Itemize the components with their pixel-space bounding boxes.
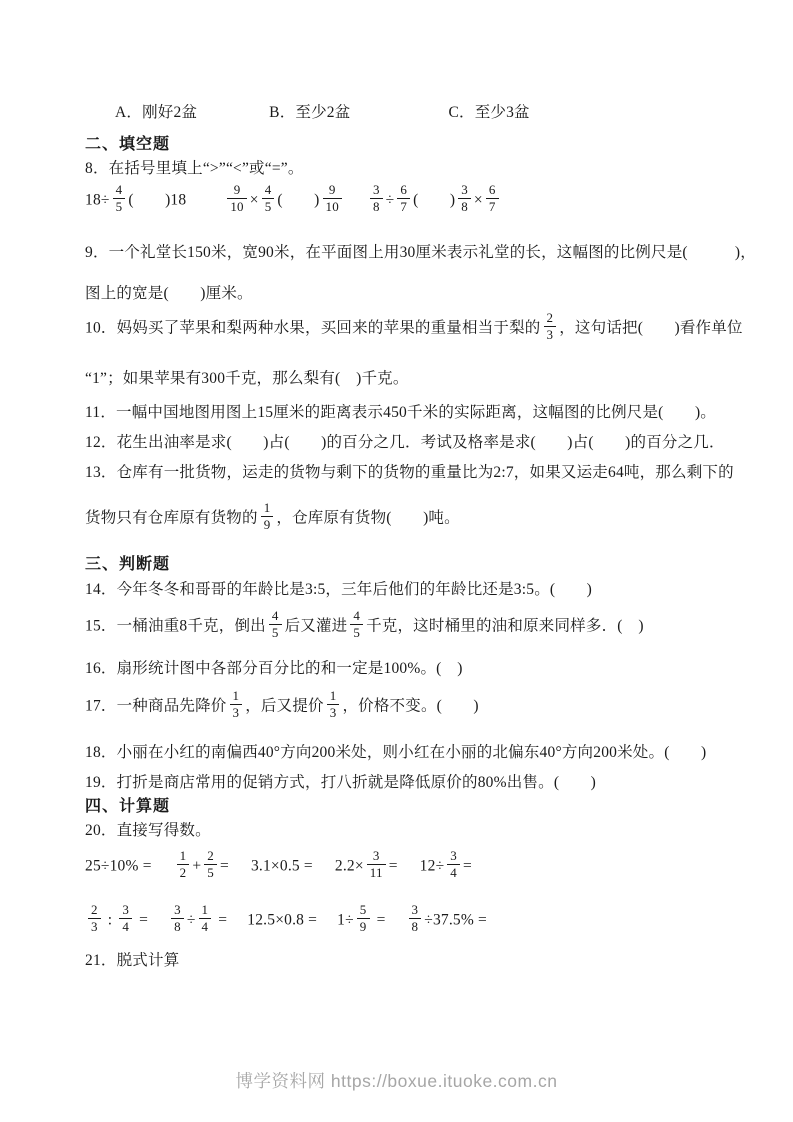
text-segment: 后又灌进 [284, 617, 348, 635]
question-13-line1: 13．仓库有一批货物，运走的货物与剩下的货物的重量比为2:7，如果又运走64吨，那么剩下的 [85, 464, 734, 481]
question-18-text: 18．小丽在小红的南偏西40°方向200米处，则小红在小丽的北偏东40°方向200米处。( ) [85, 744, 707, 761]
fraction: $\frac{1}{4}$ [199, 902, 212, 936]
question-10-line2: “1”；如果苹果有300千克，那么梨有( )千克。 [85, 370, 409, 387]
fraction: $\frac{3}{4}$ [119, 902, 132, 936]
fraction: $\frac{1}{3}$ [327, 688, 340, 722]
section-fill-in-title: 二、填空题 [85, 136, 171, 153]
spacer [386, 923, 406, 924]
text-segment: 2.2× [334, 857, 364, 875]
question-12-text: 12．花生出油率是求( )占( )的百分之几．考试及格率是求( )占( )的百分之几． [85, 434, 725, 451]
question-8-compare-line [85, 184, 502, 218]
text-segment: ，仓库原有货物( )吨。 [276, 509, 460, 527]
fraction: $\frac{3}{8}$ [171, 902, 184, 936]
text-segment: × [249, 191, 259, 209]
fraction: $\frac{5}{9}$ [357, 902, 370, 936]
section-judge-title: 三、判断题 [85, 556, 171, 573]
question-19-text: 19．打折是商店常用的促销方式，打八折就是降低原价的80%出售。( ) [85, 774, 596, 791]
spacer [148, 923, 168, 924]
fraction: $\frac{3}{8}$ [409, 902, 422, 936]
option-b: B．至少2盆 [269, 104, 351, 121]
fraction: $\frac{9}{10}$ [227, 182, 246, 216]
fraction: $\frac{2}{3}$ [88, 902, 101, 936]
text-segment: ，价格不变。( ) [342, 697, 479, 715]
fraction: $\frac{6}{7}$ [486, 182, 499, 216]
fraction: $\frac{4}{5}$ [262, 182, 275, 216]
text-segment: = [388, 857, 398, 875]
fraction: $\frac{1}{2}$ [177, 848, 190, 882]
fraction: $\frac{1}{3}$ [230, 688, 243, 722]
text-segment: 25÷10% = [85, 857, 152, 875]
option-a: A．刚好2盆 [115, 104, 198, 121]
option-c: C．至少3盆 [448, 104, 530, 121]
text-segment: 12÷ [419, 857, 445, 875]
text-segment: × [473, 191, 483, 209]
text-segment: 12.5×0.8 = [247, 911, 318, 929]
text-segment: = [214, 911, 228, 929]
fraction: $\frac{2}{3}$ [544, 310, 557, 344]
question7-options-row [85, 102, 530, 124]
question-10-line1 [85, 312, 743, 346]
text-segment: 货物只有仓库原有货物的 [85, 509, 258, 527]
question-13-line2 [85, 502, 460, 536]
fraction: $\frac{9}{10}$ [323, 182, 342, 216]
text-segment: ，这句话把( )看作单位 [559, 319, 743, 337]
text-segment: = [372, 911, 386, 929]
footer-watermark: 博学资料网 https://boxue.ituoke.com.cn [235, 1071, 558, 1091]
section-calc-title: 四、计算题 [85, 798, 171, 815]
text-segment: 17．一种商品先降价 [85, 697, 227, 715]
question-20-row2 [85, 904, 487, 938]
text-segment: 15．一桶油重8千克，倒出 [85, 617, 266, 635]
fraction: $\frac{3}{4}$ [447, 848, 460, 882]
text-segment: 3.1×0.5 = [250, 857, 313, 875]
text-segment: ( )18 [128, 191, 187, 209]
question-16-text: 16．扇形统计图中各部分百分比的和一定是100%。( ) [85, 660, 463, 677]
text-segment: ÷ [186, 911, 196, 929]
question-14-text: 14．今年冬冬和哥哥的年龄比是3:5，三年后他们的年龄比还是3:5。( ) [85, 581, 593, 598]
fraction: $\frac{3}{11}$ [367, 848, 386, 882]
question-17-line [85, 690, 479, 724]
spacer [317, 923, 337, 924]
spacer [398, 869, 420, 870]
fraction: $\frac{2}{5}$ [204, 848, 217, 882]
text-segment: ÷37.5% = [424, 911, 487, 929]
fraction: $\frac{4}{5}$ [350, 608, 363, 642]
text-segment: = [220, 857, 229, 875]
question-21-text: 21．脱式计算 [85, 952, 180, 969]
text-segment: = [135, 911, 149, 929]
text-segment: 10．妈妈买了苹果和梨两种水果，买回来的苹果的重量相当于梨的 [85, 319, 541, 337]
question-20-row1 [85, 850, 472, 884]
text-segment: ÷ [385, 191, 395, 209]
spacer [313, 869, 335, 870]
text-segment: ( ) [413, 191, 456, 209]
fraction: $\frac{1}{9}$ [261, 500, 274, 534]
text-segment: ，后又提价 [245, 697, 324, 715]
question-9-line1: 9．一个礼堂长150米，宽90米，在平面图上用30厘米表示礼堂的长，这幅图的比例尺是( )， [85, 244, 756, 261]
text-segment: = [462, 857, 472, 875]
text-segment: 18÷ [85, 191, 110, 209]
fraction: $\frac{3}{8}$ [458, 182, 471, 216]
fraction: $\frac{3}{8}$ [370, 182, 383, 216]
question-9-line2: 图上的宽是( )厘米。 [85, 285, 253, 302]
fraction: $\frac{4}{5}$ [113, 182, 126, 216]
spacer [186, 203, 224, 204]
spacer [229, 869, 251, 870]
spacer [345, 203, 367, 204]
text-segment: 1÷ [337, 911, 354, 929]
question-20-text: 20．直接写得数。 [85, 822, 211, 839]
spacer [227, 923, 247, 924]
fraction: $\frac{4}{5}$ [269, 608, 282, 642]
spacer [152, 869, 174, 870]
text-segment: ( ) [277, 191, 320, 209]
fraction: $\frac{6}{7}$ [397, 182, 410, 216]
text-segment: + [192, 857, 202, 875]
text-segment: : [103, 911, 117, 929]
text-segment: 千克，这时桶里的油和原来同样多．( ) [366, 617, 644, 635]
question-11-text: 11．一幅中国地图用图上15厘米的距离表示450千米的实际距离，这幅图的比例尺是( )。 [85, 404, 717, 421]
question-8-text: 8．在括号里填上“>”“<”或“=”。 [85, 160, 304, 177]
question-15-line [85, 610, 644, 644]
